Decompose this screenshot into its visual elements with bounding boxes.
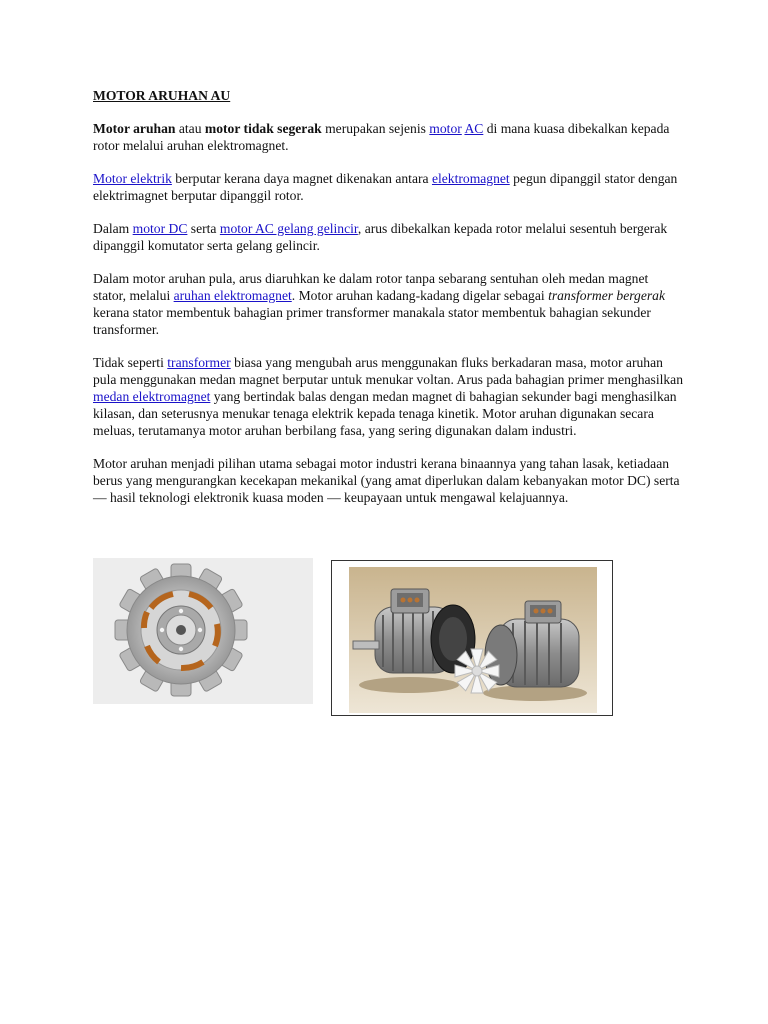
link-aruhan-elektromagnet[interactable]: aruhan elektromagnet: [173, 288, 292, 303]
motors-drawing: [349, 567, 597, 713]
paragraph-3: Dalam motor DC serta motor AC gelang gelincir, arus dibekalkan kepada rotor melalui sesentuh bergerak dipanggil komutator serta gelang gelincir.: [93, 221, 668, 253]
link-transformer[interactable]: transformer: [167, 355, 231, 370]
link-motor-elektrik[interactable]: Motor elektrik: [93, 171, 172, 186]
bold-term-motor-aruhan: Motor aruhan: [93, 121, 176, 136]
paragraph-5: Tidak seperti transformer biasa yang mengubah arus menggunakan fluks berkadaran masa, motor aruhan pula menggunakan medan magnet berputar untuk menukar voltan. Arus pada bahagian primer menghasilkan medan elektromagnet yang bertindak balas dengan medan magnet di bahagian sekunder bagi menghasilkan kilasan, dan seterusnya menukar tenaga elektrik kepada tenaga kinetik. Motor aruhan digunakan secara meluas, terutamanya motor aruhan berbilang fasa, yang sering digunakan dalam industri.: [93, 355, 684, 438]
link-medan-elektromagnet[interactable]: medan elektromagnet: [93, 389, 211, 404]
link-ac[interactable]: AC: [464, 121, 484, 136]
link-elektromagnet[interactable]: elektromagnet: [431, 171, 510, 186]
paragraph-2: Motor elektrik berputar kerana daya magnet dikenakan antara elektromagnet pegun dipanggil stator dengan elektrimagnet berputar dipanggil rotor.: [93, 171, 678, 203]
stator-illustration: [93, 558, 313, 704]
motor-photo-frame: [331, 560, 613, 716]
induction-motors-photo: [349, 567, 597, 713]
paragraph-4: Dalam motor aruhan pula, arus diaruhkan ke dalam rotor tanpa sebarang sentuhan oleh medan magnet stator, melalui aruhan elektromagnet. Motor aruhan kadang-kadang digelar sebagai transformer bergerak kerana stator membentuk bahagian primer transformer manakala stator membentuk bahagian sekunder transformer.: [93, 271, 665, 337]
document-title: MOTOR ARUHAN AU: [93, 88, 231, 103]
link-motor-dc[interactable]: motor DC: [132, 221, 188, 236]
link-motor[interactable]: motor: [429, 121, 462, 136]
bold-term-motor-tidak-segerak: motor tidak segerak: [204, 121, 322, 136]
stator-drawing: [93, 558, 313, 704]
link-motor-ac-gelang-gelincir[interactable]: motor AC gelang gelincir: [219, 221, 358, 236]
paragraph-1: Motor aruhan atau motor tidak segerak merupakan sejenis motor AC di mana kuasa dibekalkan kepada rotor melalui aruhan elektromagnet.: [93, 121, 670, 153]
paragraph-6: Motor aruhan menjadi pilihan utama sebagai motor industri kerana binaannya yang tahan lasak, ketiadaan berus yang mengurangkan kecekapan mekanikal (yang amat diperlukan dalam kebanyakan motor DC) serta — hasil teknologi elektronik kuasa moden — keupayaan untuk mengawal kelajuannya.: [93, 456, 680, 505]
document-body: [93, 87, 683, 522]
italic-term-transformer-bergerak: transformer bergerak: [548, 288, 665, 303]
